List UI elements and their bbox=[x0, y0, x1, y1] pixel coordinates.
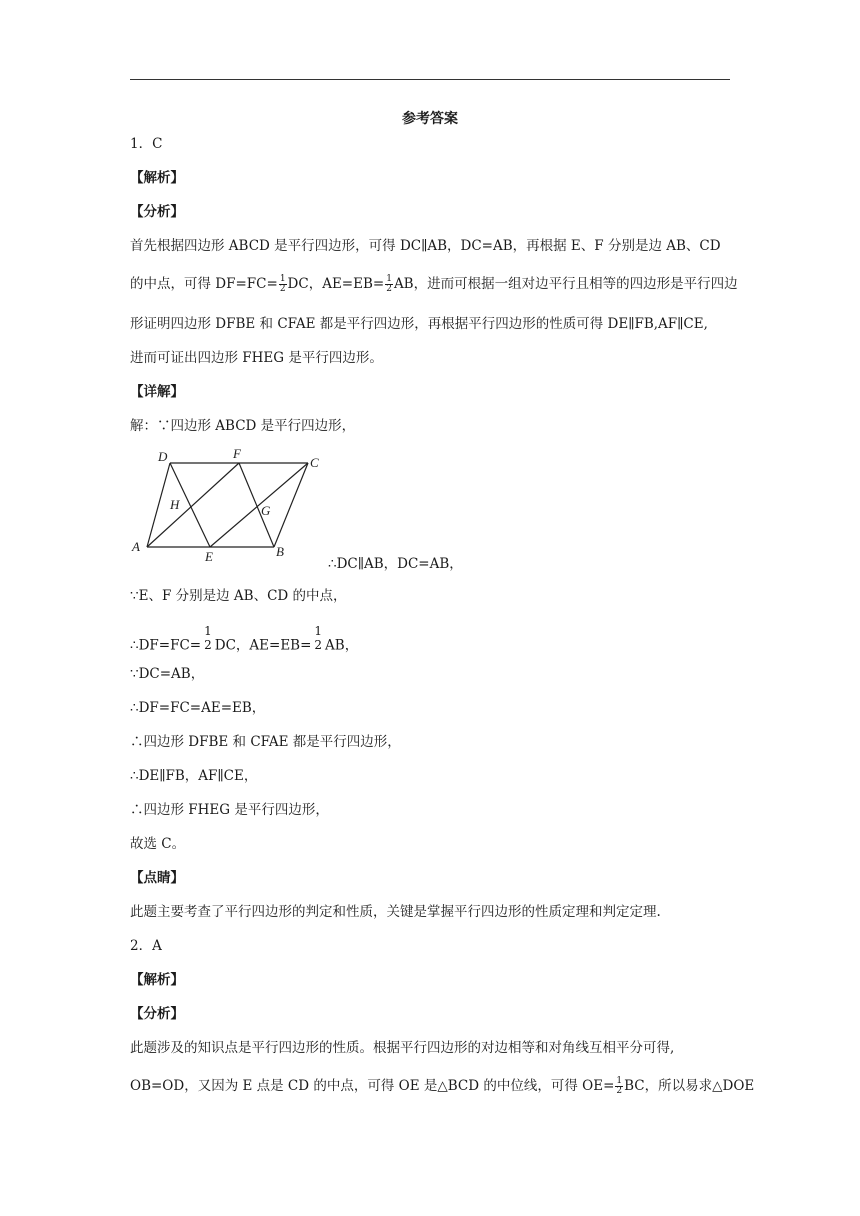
parallelogram-diagram bbox=[130, 445, 330, 565]
fraction-numerator: 1 bbox=[314, 624, 323, 638]
fraction-numerator: 1 bbox=[386, 274, 392, 284]
q1-analysis-line-4: 进而可证出四边形 FHEG 是平行四边形。 bbox=[130, 350, 383, 366]
fraction-half bbox=[279, 275, 287, 294]
fraction-numerator: 1 bbox=[616, 1076, 623, 1086]
q1-xiangjie-heading: 【详解】 bbox=[130, 384, 184, 400]
fraction-denominator: 2 bbox=[386, 284, 392, 294]
q1-step-8: 故选 C。 bbox=[130, 836, 186, 852]
q1-step-6: ∴DE∥FB，AF∥CE， bbox=[130, 768, 258, 784]
fraction-numerator: 1 bbox=[279, 274, 286, 284]
fraction-denominator: 2 bbox=[279, 284, 286, 294]
side-CB bbox=[274, 463, 308, 547]
q1-analysis-line-3: 形证明四边形 DFBE 和 CFAE 都是平行四边形，再根据平行四边形的性质可得 DE∥FB,AF∥CE, bbox=[130, 316, 708, 332]
q1-comment: 此题主要考查了平行四边形的判定和性质，关键是掌握平行四边形的性质定理和判定定理. bbox=[130, 904, 661, 920]
q1-jiexi-heading: 【解析】 bbox=[130, 170, 184, 186]
q1-analysis-line-2 bbox=[130, 274, 738, 294]
q1-step-1: ∵E、F 分别是边 AB、CD 的中点， bbox=[130, 588, 347, 604]
label-F: F bbox=[233, 446, 241, 461]
label-D: D bbox=[158, 449, 168, 464]
q1-step-3: ∵DC=AB， bbox=[130, 666, 205, 682]
q2-fenxi-heading: 【分析】 bbox=[130, 1006, 184, 1022]
fraction-denominator: 2 bbox=[314, 638, 323, 652]
q1-analysis-line-1: 首先根据四边形 ABCD 是平行四边形，可得 DC∥AB，DC=AB，再根据 E、F 分别是边 AB、CD bbox=[130, 238, 721, 254]
figure-caption: ∴DC∥AB，DC=AB， bbox=[328, 556, 463, 572]
page-title: 参考答案 bbox=[402, 111, 458, 127]
fraction-half bbox=[314, 624, 322, 652]
q2-analysis-line-2 bbox=[130, 1076, 754, 1096]
label-B: B bbox=[276, 544, 284, 559]
q1-dianjing-heading: 【点睛】 bbox=[130, 870, 184, 886]
fraction-denominator: 2 bbox=[616, 1086, 623, 1096]
q1-step-7: ∴四边形 FHEG 是平行四边形， bbox=[130, 802, 329, 818]
q1-fenxi-heading: 【分析】 bbox=[130, 204, 184, 220]
q1-step-2 bbox=[130, 624, 359, 660]
fraction-half bbox=[204, 624, 212, 652]
q2-jiexi-heading: 【解析】 bbox=[130, 972, 184, 988]
q1-solution-intro: 解：∵四边形 ABCD 是平行四边形， bbox=[130, 418, 356, 434]
fraction-denominator: 2 bbox=[204, 638, 212, 652]
q2-analysis-line-1: 此题涉及的知识点是平行四边形的性质。根据平行四边形的对边相等和对角线互相平分可得, bbox=[130, 1040, 675, 1056]
text-segment: ∴DF=FC= bbox=[130, 637, 202, 654]
label-A: A bbox=[132, 539, 140, 554]
text-segment: 的中点，可得 DF=FC= bbox=[130, 276, 278, 292]
label-C: C bbox=[310, 455, 319, 470]
q1-answer: 1．C bbox=[130, 136, 163, 152]
text-segment: DC，AE=EB= bbox=[214, 637, 312, 654]
label-E: E bbox=[205, 549, 213, 564]
q2-answer: 2．A bbox=[130, 938, 162, 954]
q1-step-5: ∴四边形 DFBE 和 CFAE 都是平行四边形， bbox=[130, 734, 401, 750]
label-G: G bbox=[261, 503, 271, 518]
fraction-half bbox=[615, 1077, 623, 1096]
text-segment: AB， bbox=[325, 637, 359, 654]
text-segment: BC，所以易求△DOE bbox=[624, 1078, 755, 1094]
label-H: H bbox=[170, 497, 180, 512]
text-segment: AB，进而可根据一组对边平行且相等的四边形是平行四边 bbox=[393, 276, 738, 292]
q1-step-4: ∴DF=FC=AE=EB， bbox=[130, 700, 266, 716]
fraction-numerator: 1 bbox=[204, 624, 212, 638]
text-segment: DC，AE=EB= bbox=[287, 276, 385, 292]
fraction-half bbox=[385, 275, 393, 294]
header-rule bbox=[130, 79, 730, 80]
text-segment: OB=OD，又因为 E 点是 CD 的中点，可得 OE 是△BCD 的中位线，可得 OE= bbox=[130, 1078, 615, 1094]
side-AD bbox=[147, 463, 170, 547]
